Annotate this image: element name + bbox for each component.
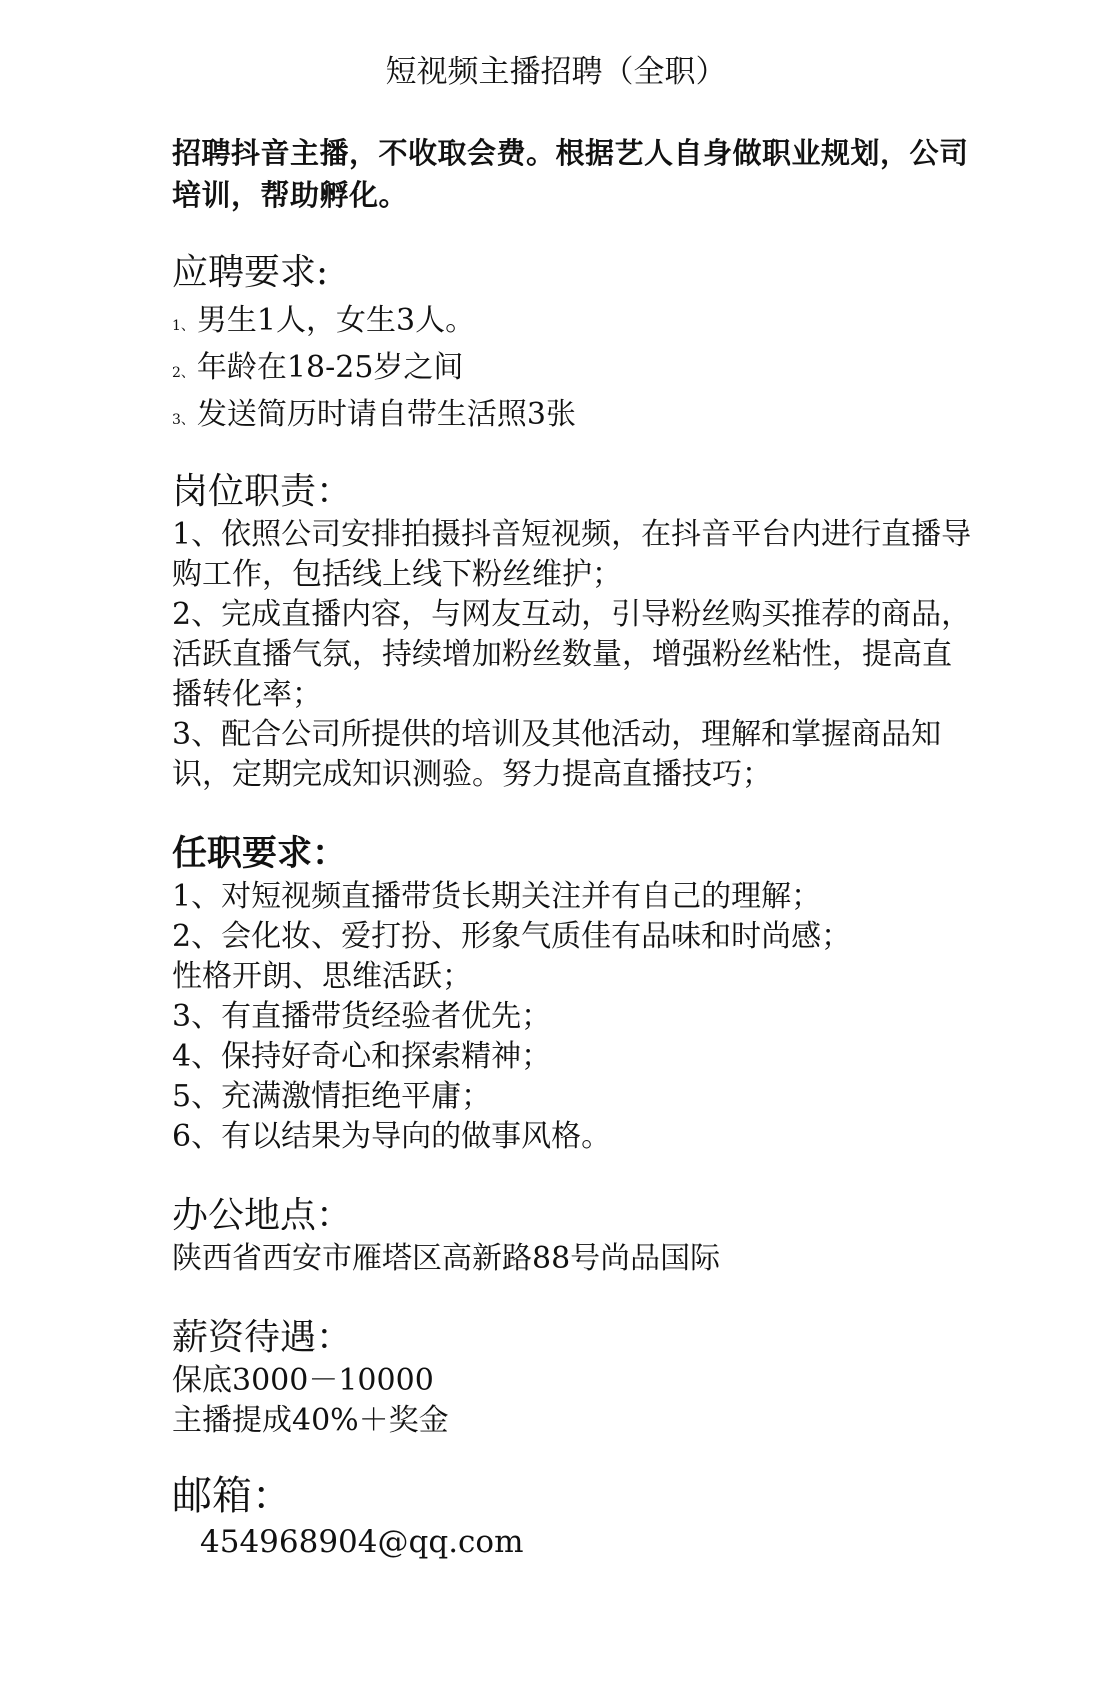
office-address: 陕西省西安市雁塔区高新路88号尚品国际: [172, 1241, 721, 1276]
location-section: [172, 1193, 972, 1279]
qualification-item: 性格开朗、思维活跃；: [172, 959, 472, 994]
requirements-section: [172, 250, 972, 441]
qualification-item: 5、充满激情拒绝平庸；: [172, 1079, 492, 1114]
document-body: [172, 132, 972, 1563]
duty-item: 3、配合公司所提供的培训及其他活动，理解和掌握商品知识，定期完成知识测验。努力提高直播技巧；: [172, 717, 942, 792]
qualification-item: 3、有直播带货经验者优先；: [172, 999, 552, 1034]
contact-email[interactable]: 454968904@qq.com: [200, 1524, 524, 1560]
requirement-item: 2、年龄在18-25岁之间: [172, 350, 464, 385]
salary-base: 保底3000－10000: [172, 1363, 434, 1398]
page-title: 短视频主播招聘（全职）: [385, 54, 727, 90]
requirement-item: 1、男生1人，女生3人。: [172, 303, 476, 338]
duty-item: 1、依照公司安排拍摄抖音短视频，在抖音平台内进行直播导购工作，包括线上线下粉丝维护；: [172, 517, 972, 592]
duty-item: 2、完成直播内容，与网友互动，引导粉丝购买推荐的商品，活跃直播气氛，持续增加粉丝数量，增强粉丝粘性，提高直播转化率；: [172, 597, 972, 712]
qualifications-heading: 任职要求：: [172, 834, 348, 874]
qualification-item: 4、保持好奇心和探索精神；: [172, 1039, 552, 1074]
qualification-item: 6、有以结果为导向的做事风格。: [172, 1119, 612, 1154]
requirement-item: 3、发送简历时请自带生活照3张: [172, 397, 577, 432]
duties-section: [172, 469, 972, 795]
location-heading: 办公地点：: [172, 1195, 353, 1236]
salary-section: [172, 1315, 972, 1441]
contact-heading: 邮箱：: [172, 1473, 292, 1519]
requirements-heading: 应聘要求:: [172, 252, 329, 293]
intro-paragraph: 招聘抖音主播，不收取会费。根据艺人自身做职业规划，公司培训，帮助孵化。: [172, 136, 969, 212]
qualifications-section: [172, 831, 972, 1157]
salary-heading: 薪资待遇：: [172, 1317, 353, 1358]
qualification-item: 2、会化妆、爱打扮、形象气质佳有品味和时尚感；: [172, 919, 852, 954]
qualification-item: 1、对短视频直播带货长期关注并有自己的理解；: [172, 879, 822, 914]
contact-section: [172, 1471, 972, 1563]
duties-heading: 岗位职责：: [172, 471, 353, 512]
salary-commission: 主播提成40%＋奖金: [172, 1403, 449, 1438]
